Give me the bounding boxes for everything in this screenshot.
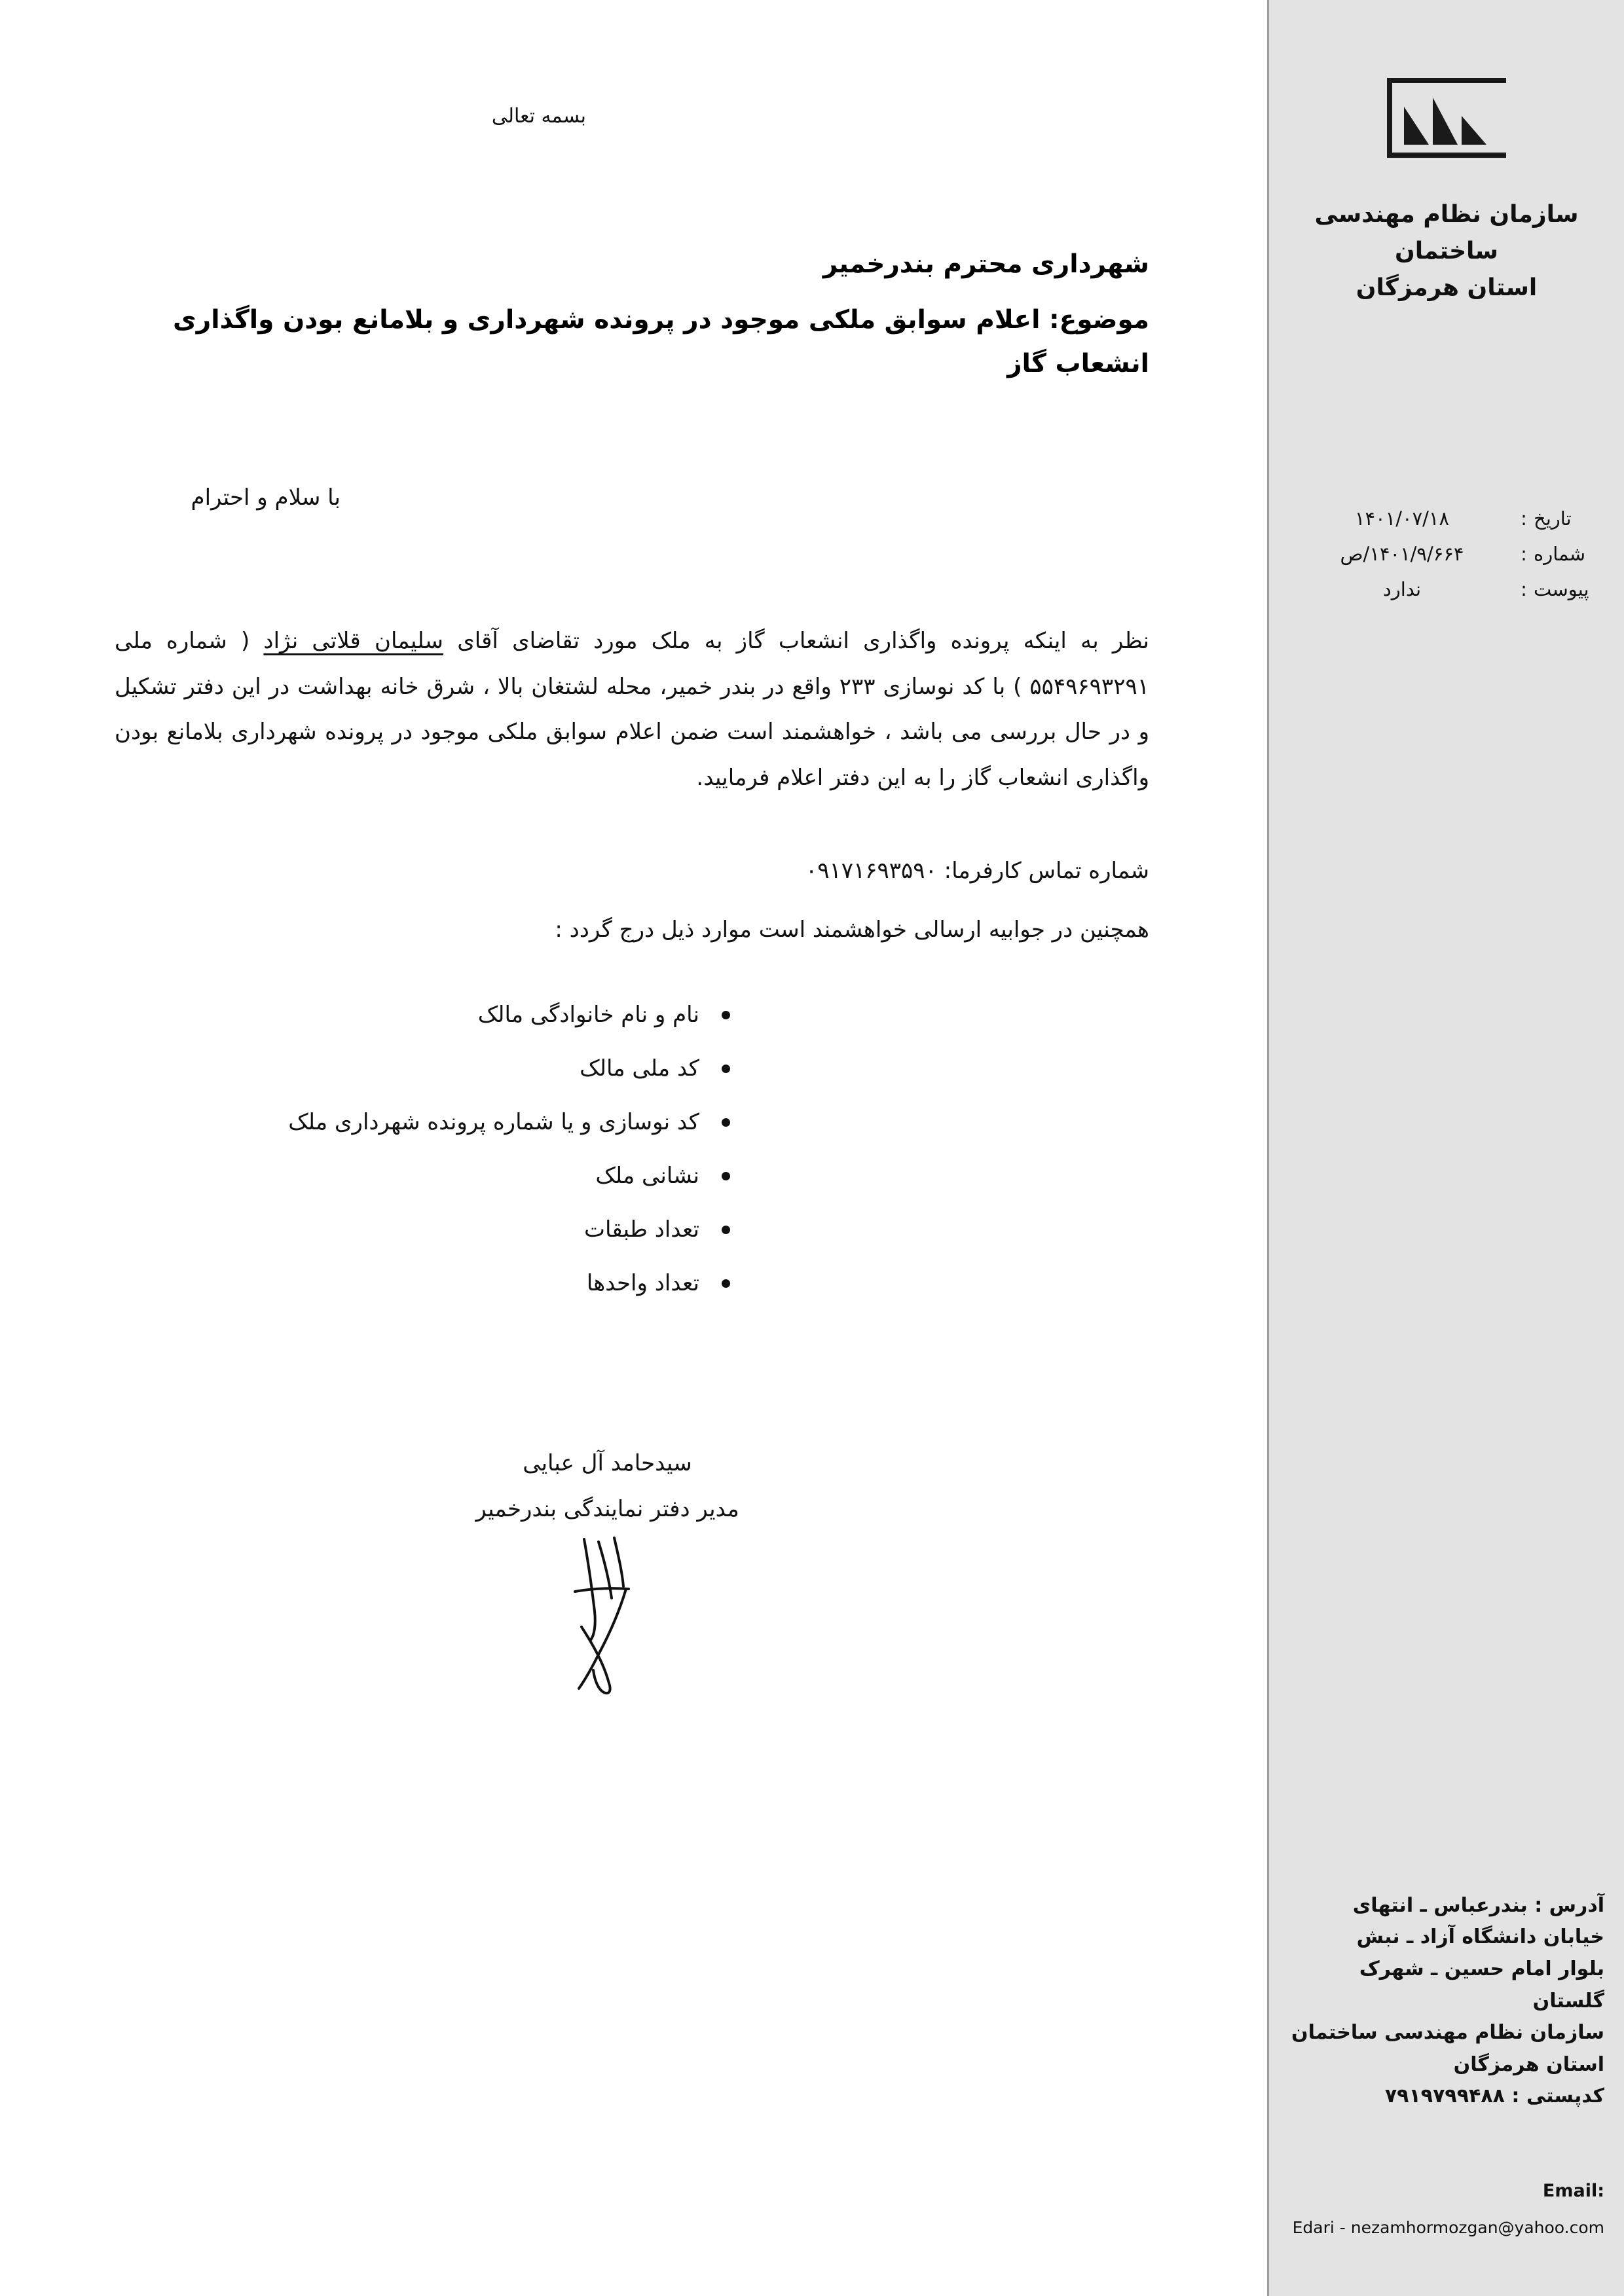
meta-separator: : <box>1521 578 1527 600</box>
bullet-dot-icon <box>722 1011 730 1019</box>
letterhead-sidebar <box>1267 0 1624 2296</box>
recipient-line: شهرداری محترم بندرخمیر <box>822 249 1149 279</box>
employer-phone-line: شماره تماس کارفرما: ۰۹۱۷۱۶۹۳۵۹۰ <box>805 858 1149 884</box>
bullet-dot-icon <box>722 1118 730 1127</box>
address-line: سازمان نظام مهندسی ساختمان <box>1291 2021 1604 2045</box>
handwritten-signature-icon <box>0 1529 1267 1702</box>
bullet-dot-icon <box>722 1172 730 1180</box>
organization-name <box>1269 196 1624 306</box>
meta-value-number: ۱۴۰۱/۹/۶۶۴/ص <box>1340 543 1464 565</box>
signatory-title: مدیر دفتر نمایندگی بندرخمیر <box>475 1496 739 1522</box>
email-block <box>1283 2181 1604 2237</box>
list-item-label: نشانی ملک <box>595 1163 699 1189</box>
meta-separator: : <box>1521 507 1527 530</box>
address-line: گلستان <box>1532 1989 1604 2013</box>
organization-logo <box>1269 69 1624 170</box>
postal-code-line: کدپستی : ۷۹۱۹۷۹۹۴۸۸ <box>1384 2085 1604 2108</box>
list-item <box>0 1055 1267 1082</box>
subject-line: موضوع: اعلام سوابق ملکی موجود در پرونده شهرداری و بلامانع بودن واگذاری انشعاب گاز <box>173 305 1149 379</box>
meta-row-number <box>1285 543 1612 565</box>
list-item-label: نام و نام خانوادگی مالک <box>477 1002 699 1028</box>
organization-address <box>1290 1890 1604 2113</box>
org-name-line1: سازمان نظام مهندسی ساختمان <box>1314 201 1579 264</box>
signatory-name: سیدحامد آل عبایی <box>523 1450 692 1476</box>
paragraph-part-2: ( شماره ملی ۵۵۴۹۶۹۳۲۹۱ ) با کد نوسازی ۲۳۳ واقع در بندر خمیر، محله لشتغان بالا ، شرق خانه بهداشت در این دفتر تشکیل و در حال بررسی می باشد ، خواهشمند است ضمن اعلام سوابق ملکی موجود در پرونده شهرداری بلامانع بودن واگذاری انشعاب گاز را به این دفتر اعلام فرمایید. <box>115 628 1149 792</box>
signature-block <box>0 1450 1267 1702</box>
address-line: استان هرمزگان <box>1453 2052 1604 2076</box>
org-name-line2: استان هرمزگان <box>1356 274 1538 301</box>
bullet-dot-icon <box>722 1279 730 1288</box>
list-item <box>0 1163 1267 1189</box>
list-item <box>0 1270 1267 1296</box>
meta-row-attachment <box>1285 578 1612 600</box>
list-item-label: کد نوسازی و یا شماره پرونده شهرداری ملک <box>288 1109 699 1135</box>
basmala-text: بسمه تعالی <box>491 105 586 128</box>
requested-items-list <box>0 1002 1267 1324</box>
greeting-line: با سلام و احترام <box>191 484 341 511</box>
meta-label: شماره <box>1534 543 1586 565</box>
meta-value-date: ۱۴۰۱/۰۷/۱۸ <box>1354 507 1450 530</box>
address-line: خیابان دانشگاه آزاد ـ نبش <box>1356 1925 1604 1949</box>
list-item <box>0 1002 1267 1028</box>
email-address[interactable]: Edari - nezamhormozgan@yahoo.com <box>1292 2218 1604 2237</box>
list-item-label: تعداد واحدها <box>586 1270 699 1296</box>
additional-request-line: همچنین در جوابیه ارسالی خواهشمند است موارد ذیل درج گردد : <box>555 917 1149 943</box>
address-line: بلوار امام حسین ـ شهرک <box>1359 1958 1604 1981</box>
meta-row-date <box>1285 507 1612 530</box>
address-line: آدرس : بندرعباس ـ انتهای <box>1352 1893 1604 1917</box>
bullet-dot-icon <box>722 1226 730 1234</box>
meta-label: تاریخ <box>1534 507 1572 530</box>
meta-label: پیوست <box>1534 578 1589 600</box>
bullet-dot-icon <box>722 1065 730 1073</box>
meta-value-attachment: ندارد <box>1382 578 1422 600</box>
list-item-label: تعداد طبقات <box>584 1216 699 1243</box>
letter-meta <box>1285 507 1612 613</box>
list-item <box>0 1216 1267 1243</box>
main-paragraph <box>115 619 1149 801</box>
meta-separator: : <box>1521 543 1527 565</box>
engineering-organization-logo-icon <box>1378 69 1515 167</box>
list-item <box>0 1109 1267 1135</box>
list-item-label: کد ملی مالک <box>580 1055 699 1082</box>
email-label: Email: <box>1542 2181 1604 2201</box>
applicant-name: سلیمان قلاتی نژاد <box>263 628 443 654</box>
paragraph-part-1: نظر به اینکه پرونده واگذاری انشعاب گاز به ملک مورد تقاضای آقای <box>443 628 1149 654</box>
